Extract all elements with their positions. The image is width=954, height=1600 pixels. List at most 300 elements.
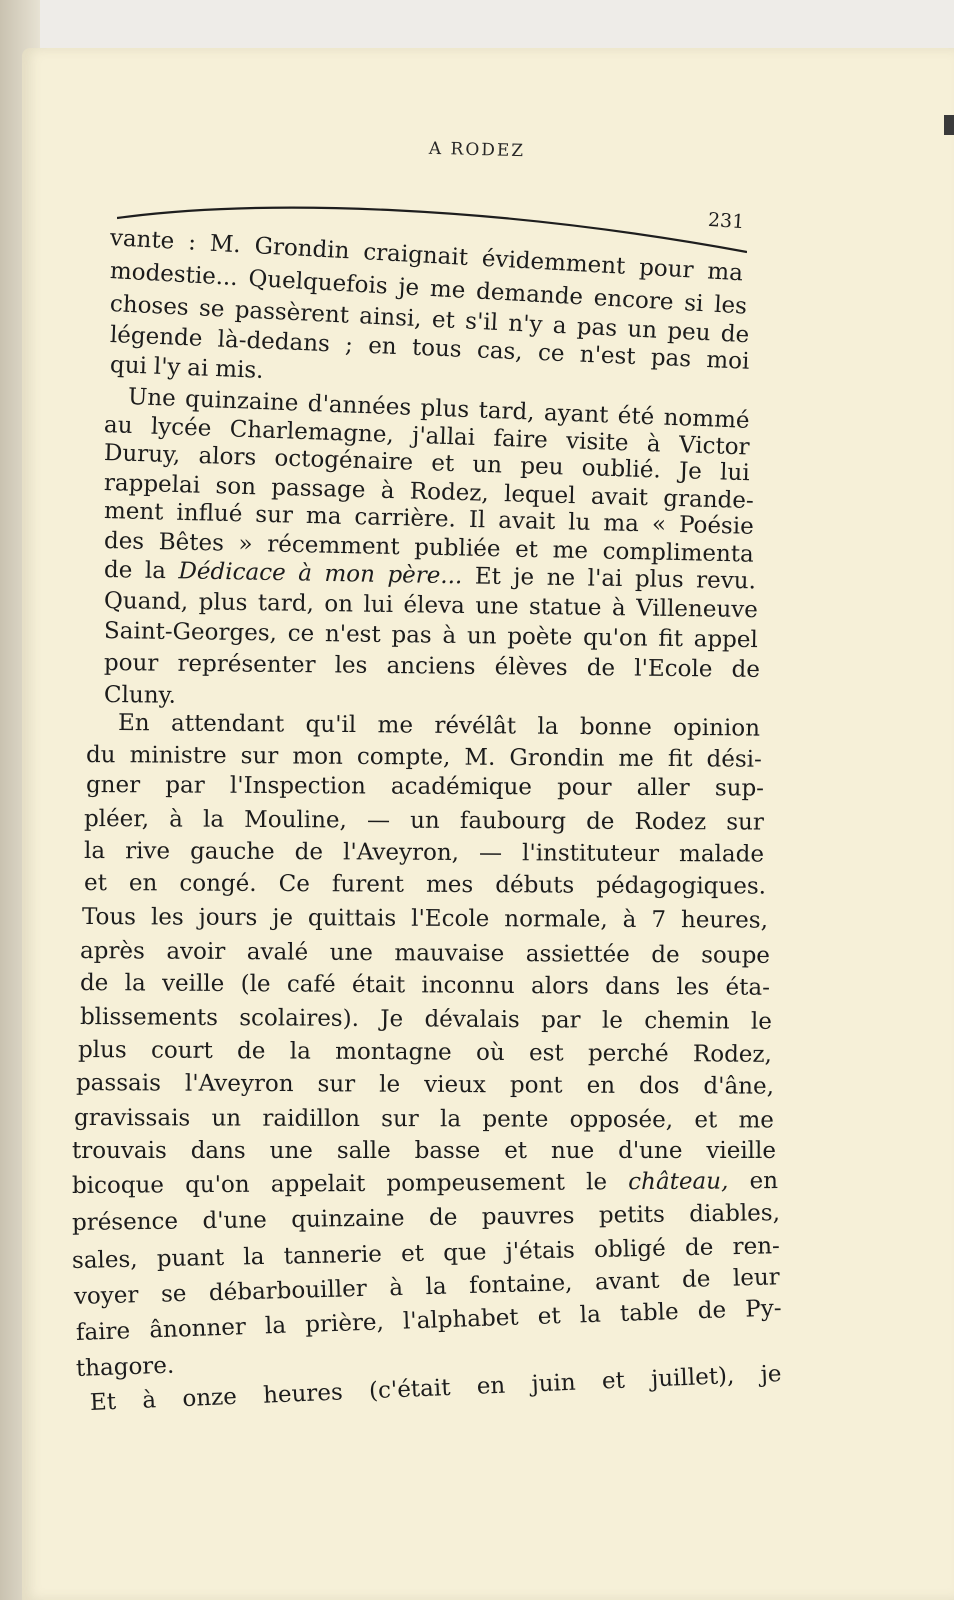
word: le bbox=[379, 1071, 401, 1098]
word: — bbox=[366, 807, 391, 834]
word: oublié. bbox=[581, 455, 662, 484]
word: Bêtes bbox=[158, 529, 225, 557]
word: pour bbox=[557, 774, 612, 801]
word: quinzaine bbox=[184, 386, 299, 417]
word: passage bbox=[270, 474, 366, 504]
word: ai bbox=[186, 354, 209, 382]
word: Et bbox=[89, 1388, 117, 1416]
word: en bbox=[749, 1168, 779, 1195]
word: Ce bbox=[278, 871, 310, 898]
word: En bbox=[117, 710, 150, 737]
text-line bbox=[76, 1353, 177, 1382]
word: lui bbox=[363, 591, 394, 619]
word: aller bbox=[636, 774, 690, 802]
word: l'alphabet bbox=[402, 1304, 519, 1335]
word: sur bbox=[240, 743, 279, 770]
word: peu bbox=[519, 453, 564, 481]
word: qu'il bbox=[305, 711, 357, 739]
word: à bbox=[622, 906, 637, 933]
word: plus bbox=[198, 589, 248, 617]
word: n'y bbox=[507, 310, 544, 339]
word: avait bbox=[497, 507, 556, 536]
word: dos bbox=[639, 1072, 680, 1100]
word: un bbox=[410, 807, 440, 834]
word: en bbox=[128, 870, 158, 897]
word: perché bbox=[587, 1040, 669, 1068]
word: un bbox=[466, 623, 497, 650]
word: salle bbox=[336, 1138, 391, 1164]
word: montagne bbox=[335, 1038, 452, 1066]
word: ment bbox=[103, 498, 164, 526]
word: et bbox=[694, 1107, 718, 1134]
page-number: 231 bbox=[707, 208, 745, 234]
word: la bbox=[83, 838, 106, 865]
word: élèves bbox=[494, 654, 568, 681]
word: à bbox=[388, 1274, 404, 1302]
word: l'instituteur bbox=[521, 840, 660, 868]
word: me bbox=[429, 275, 467, 304]
word: inconnu bbox=[421, 972, 515, 1000]
word: vieille bbox=[706, 1138, 776, 1164]
word: grande- bbox=[662, 485, 755, 515]
word: heures bbox=[262, 1379, 344, 1409]
word: malade bbox=[678, 841, 765, 868]
text-line bbox=[80, 970, 770, 1001]
word: une bbox=[475, 593, 519, 620]
word: mon bbox=[324, 560, 376, 588]
word: gravissais bbox=[73, 1105, 191, 1132]
word: à bbox=[169, 806, 183, 833]
word: Rodez, bbox=[692, 1041, 772, 1068]
word: publiée bbox=[414, 534, 501, 563]
word: lui bbox=[719, 459, 751, 487]
word: est bbox=[528, 1040, 564, 1067]
word: ayant bbox=[543, 399, 609, 429]
word: la bbox=[439, 1106, 462, 1133]
word: Quelquefois bbox=[247, 265, 389, 300]
text-line bbox=[86, 772, 764, 802]
word: qu'on bbox=[582, 624, 648, 652]
word: les bbox=[713, 291, 748, 320]
word: rappelai bbox=[103, 470, 201, 499]
word: prière, bbox=[304, 1309, 385, 1338]
word: j'étais bbox=[505, 1237, 576, 1265]
word: si bbox=[683, 290, 705, 318]
word: la bbox=[289, 1038, 311, 1065]
word: n'est bbox=[324, 621, 381, 648]
word: en bbox=[586, 1072, 616, 1099]
word: Charlemagne, bbox=[229, 416, 395, 449]
word: pont bbox=[509, 1072, 563, 1099]
word: sur bbox=[726, 809, 764, 836]
word: carrière. bbox=[354, 504, 457, 533]
word: pauvres bbox=[481, 1202, 575, 1231]
word: Tous bbox=[81, 904, 137, 931]
word: au bbox=[103, 412, 133, 439]
word: craignait bbox=[362, 239, 469, 271]
word: Saint-Georges, bbox=[103, 618, 278, 647]
word: onze bbox=[181, 1383, 238, 1413]
text-line bbox=[104, 588, 758, 623]
word: nommé bbox=[663, 404, 750, 434]
word: de bbox=[103, 557, 133, 584]
word: son bbox=[215, 473, 257, 501]
word: Duruy, bbox=[103, 440, 181, 469]
word: débuts bbox=[495, 872, 575, 899]
word: père... bbox=[387, 561, 463, 590]
word: avoir bbox=[166, 938, 226, 966]
word: cas, bbox=[476, 337, 524, 366]
word: pente bbox=[482, 1106, 549, 1133]
word: légende bbox=[109, 322, 203, 352]
word: café bbox=[286, 971, 336, 998]
word: (le bbox=[240, 971, 271, 998]
word: Dédicace bbox=[178, 558, 286, 587]
word: pompeusement bbox=[386, 1169, 566, 1197]
word: vante bbox=[109, 225, 176, 255]
word: de bbox=[697, 1297, 727, 1325]
word: appel bbox=[693, 626, 759, 654]
word: une bbox=[269, 1138, 313, 1164]
word: trouvais bbox=[72, 1138, 167, 1164]
word: plus bbox=[420, 395, 470, 424]
word: me bbox=[618, 745, 654, 772]
word: fit bbox=[667, 746, 693, 773]
word: complimenta bbox=[602, 538, 755, 568]
word: visite bbox=[565, 428, 629, 457]
word: » bbox=[238, 530, 253, 558]
word: la bbox=[243, 1243, 265, 1271]
word: juillet), bbox=[650, 1363, 735, 1393]
word: de bbox=[237, 1038, 266, 1065]
word: diables, bbox=[689, 1200, 781, 1228]
word: révélât bbox=[434, 712, 517, 740]
word: M. bbox=[209, 230, 242, 259]
word: alors bbox=[198, 442, 257, 471]
word: gner bbox=[85, 772, 141, 799]
word: opposée, bbox=[569, 1106, 674, 1134]
word: un bbox=[472, 451, 503, 479]
word: soupe bbox=[701, 942, 771, 969]
word: d'âne, bbox=[703, 1073, 775, 1100]
word: les bbox=[334, 652, 368, 679]
word: dans bbox=[605, 973, 661, 1001]
word: d'une bbox=[202, 1207, 267, 1235]
word: sales, bbox=[71, 1246, 138, 1274]
word: et bbox=[504, 1138, 528, 1164]
word: où bbox=[475, 1039, 505, 1066]
word: dans bbox=[190, 1138, 246, 1164]
word: l'Inspection bbox=[229, 772, 366, 800]
word: modestie... bbox=[109, 258, 239, 292]
word: basse bbox=[414, 1138, 481, 1164]
word: représenter bbox=[177, 650, 316, 679]
word: statue bbox=[528, 593, 602, 621]
word: Une bbox=[127, 384, 177, 412]
word: vieux bbox=[424, 1071, 487, 1099]
word: à bbox=[141, 1387, 157, 1414]
text-line bbox=[84, 838, 764, 868]
word: l'ai bbox=[587, 565, 623, 593]
word: scolaires). bbox=[239, 1005, 360, 1032]
word: — bbox=[478, 840, 503, 867]
word: « bbox=[651, 511, 667, 538]
word: faire bbox=[493, 425, 549, 454]
word: de bbox=[651, 941, 680, 969]
word: récemment bbox=[267, 531, 400, 561]
word: on bbox=[324, 591, 354, 618]
word: lequel bbox=[503, 481, 576, 510]
word: avait bbox=[590, 483, 649, 512]
word: tard, bbox=[257, 590, 315, 617]
word: congé. bbox=[179, 870, 257, 897]
word: des bbox=[103, 528, 145, 555]
word: leur bbox=[732, 1264, 781, 1292]
word: demande bbox=[475, 278, 584, 311]
text-line bbox=[84, 806, 764, 836]
word: avant bbox=[594, 1267, 660, 1296]
word: qui bbox=[109, 352, 148, 380]
word: la bbox=[425, 1273, 448, 1301]
word: bonne bbox=[579, 714, 652, 741]
text-line bbox=[104, 682, 184, 709]
text-line bbox=[118, 710, 760, 742]
word: ren- bbox=[732, 1233, 781, 1261]
word: encore bbox=[593, 285, 675, 316]
word: me bbox=[738, 1107, 774, 1134]
word: Il bbox=[468, 506, 486, 534]
word: en bbox=[476, 1372, 506, 1400]
word: les bbox=[676, 974, 710, 1001]
word: sur bbox=[381, 1106, 419, 1133]
word: mon bbox=[292, 743, 343, 770]
word: Py- bbox=[744, 1295, 782, 1323]
word: un bbox=[211, 1105, 242, 1132]
word: Rodez bbox=[634, 808, 707, 836]
word: la bbox=[579, 1301, 602, 1329]
word: sur bbox=[255, 501, 294, 529]
word: avalé bbox=[246, 939, 309, 966]
word: de bbox=[681, 1266, 711, 1294]
word: ce bbox=[287, 620, 315, 647]
word: appelait bbox=[270, 1170, 366, 1198]
text-line bbox=[84, 870, 766, 900]
word: sup- bbox=[714, 775, 765, 802]
word: de bbox=[586, 655, 616, 682]
word: je bbox=[760, 1361, 782, 1388]
text-line bbox=[104, 650, 760, 683]
word: et bbox=[601, 1367, 626, 1395]
word: mis. bbox=[214, 356, 265, 384]
word: lu bbox=[567, 509, 591, 536]
word: Grondin bbox=[253, 233, 351, 265]
word: la bbox=[264, 1312, 287, 1340]
word: thagore. bbox=[75, 1352, 175, 1382]
word: tard, bbox=[478, 397, 536, 426]
word: se bbox=[160, 1280, 187, 1308]
word: et bbox=[431, 306, 456, 334]
word: moi bbox=[705, 347, 750, 375]
word: choses bbox=[109, 291, 190, 321]
word: lycée bbox=[150, 413, 212, 442]
word: du bbox=[85, 742, 116, 769]
word: le bbox=[601, 1007, 623, 1034]
word: et bbox=[83, 870, 107, 897]
word: ma bbox=[603, 510, 640, 538]
word: voyer bbox=[73, 1282, 139, 1310]
word: la bbox=[202, 806, 225, 833]
word: raidillon bbox=[262, 1105, 360, 1132]
word: plus bbox=[634, 566, 684, 594]
word: par bbox=[541, 1007, 581, 1034]
word: juin bbox=[531, 1369, 577, 1398]
word: Poésie bbox=[678, 512, 755, 540]
word: fit bbox=[658, 625, 684, 653]
word: ma bbox=[706, 258, 744, 287]
word: gauche bbox=[190, 838, 275, 865]
word: était bbox=[351, 971, 406, 999]
word: qu'on bbox=[185, 1171, 250, 1199]
text-line bbox=[78, 1037, 772, 1068]
word: pour bbox=[638, 254, 695, 284]
word: pour bbox=[103, 650, 159, 677]
text-line bbox=[109, 352, 265, 384]
text-line bbox=[104, 618, 758, 653]
word: de bbox=[720, 320, 750, 349]
word: anciens bbox=[386, 652, 476, 680]
word: en bbox=[367, 332, 398, 361]
word: veille bbox=[161, 970, 225, 998]
word: le bbox=[586, 1169, 608, 1196]
word: un bbox=[626, 316, 658, 344]
word: me bbox=[377, 712, 414, 739]
word: pas bbox=[576, 313, 618, 342]
word: pléer, bbox=[83, 806, 150, 833]
word: quinzaine bbox=[291, 1205, 405, 1233]
word: Je bbox=[678, 458, 703, 485]
word: se bbox=[198, 295, 226, 323]
text-line bbox=[86, 742, 762, 773]
word: Mouline, bbox=[244, 806, 347, 834]
word: me bbox=[552, 537, 589, 565]
word: éta- bbox=[725, 974, 771, 1001]
running-head: A RODEZ bbox=[428, 138, 526, 162]
word: le bbox=[750, 1008, 772, 1035]
word: poète bbox=[507, 623, 573, 651]
word: une bbox=[329, 939, 374, 967]
word: table bbox=[619, 1298, 680, 1327]
word: peu bbox=[666, 318, 712, 347]
word: faire bbox=[75, 1318, 131, 1346]
word: tannerie bbox=[283, 1241, 383, 1270]
text-line bbox=[89, 1361, 781, 1416]
word: ainsi, bbox=[358, 303, 423, 333]
word: Je bbox=[380, 1006, 404, 1033]
text-line bbox=[72, 1138, 776, 1164]
word: été bbox=[617, 402, 655, 431]
word: : bbox=[187, 229, 197, 256]
word: tous bbox=[411, 334, 463, 363]
text-line bbox=[80, 1004, 772, 1035]
word: passèrent bbox=[234, 297, 350, 329]
text-line bbox=[76, 1070, 774, 1100]
text-line bbox=[82, 904, 768, 934]
word: octogénaire bbox=[274, 445, 414, 476]
word: rive bbox=[125, 838, 171, 865]
word: Victor bbox=[678, 432, 750, 461]
word: académique bbox=[390, 773, 532, 801]
word: et bbox=[537, 1303, 562, 1330]
word: l'y bbox=[153, 353, 181, 381]
word: par bbox=[165, 772, 205, 799]
text-line bbox=[72, 1168, 778, 1199]
word: puant bbox=[156, 1244, 225, 1273]
word: Villeneuve bbox=[635, 595, 759, 624]
word: d'années bbox=[307, 390, 412, 421]
word: obligé bbox=[593, 1235, 666, 1264]
word: ; bbox=[344, 331, 354, 359]
word: la bbox=[537, 713, 559, 740]
word: pédagogiques. bbox=[596, 872, 767, 900]
word: Et bbox=[474, 563, 502, 590]
word: quittais bbox=[307, 905, 397, 932]
text-line bbox=[72, 1200, 780, 1236]
word: de bbox=[294, 839, 324, 866]
word: Quand, bbox=[103, 588, 189, 616]
word: attendant bbox=[170, 710, 285, 738]
word: M. bbox=[464, 744, 496, 771]
word: la bbox=[124, 970, 146, 997]
word: ma bbox=[305, 502, 342, 530]
word: 7 bbox=[651, 906, 667, 934]
word: plus bbox=[77, 1037, 127, 1064]
word: nue bbox=[550, 1138, 595, 1164]
word: Grondin bbox=[509, 744, 605, 772]
word: l'Aveyron bbox=[184, 1070, 294, 1098]
word: l'Ecole bbox=[411, 905, 490, 933]
word: court bbox=[150, 1037, 213, 1064]
word: Rodez, bbox=[409, 478, 490, 507]
word: d'une bbox=[618, 1138, 683, 1164]
word: les bbox=[150, 904, 184, 931]
word: heures, bbox=[680, 907, 769, 934]
word: à bbox=[297, 560, 313, 587]
word: débarbouiller bbox=[208, 1275, 368, 1307]
word: jours bbox=[198, 904, 258, 931]
word: petits bbox=[598, 1201, 666, 1229]
word: de bbox=[586, 808, 615, 835]
word: à bbox=[611, 595, 626, 622]
word: dési- bbox=[706, 746, 762, 773]
word: compte, bbox=[356, 743, 451, 771]
word: bicoque bbox=[71, 1172, 165, 1199]
word: présence bbox=[71, 1208, 179, 1236]
text-line bbox=[80, 938, 770, 969]
word: alors bbox=[530, 973, 589, 1000]
word: influé bbox=[176, 499, 243, 528]
word: je bbox=[513, 564, 535, 591]
word: ne bbox=[546, 564, 576, 592]
word: dévalais bbox=[424, 1006, 520, 1034]
word: de bbox=[731, 656, 761, 683]
word: je bbox=[397, 274, 420, 302]
word: de bbox=[684, 1234, 714, 1262]
word: ministre bbox=[129, 742, 227, 769]
word: (c'était bbox=[368, 1374, 451, 1405]
word: là-dedans bbox=[217, 326, 331, 358]
word: n'est bbox=[579, 341, 637, 371]
word: à bbox=[646, 430, 662, 458]
